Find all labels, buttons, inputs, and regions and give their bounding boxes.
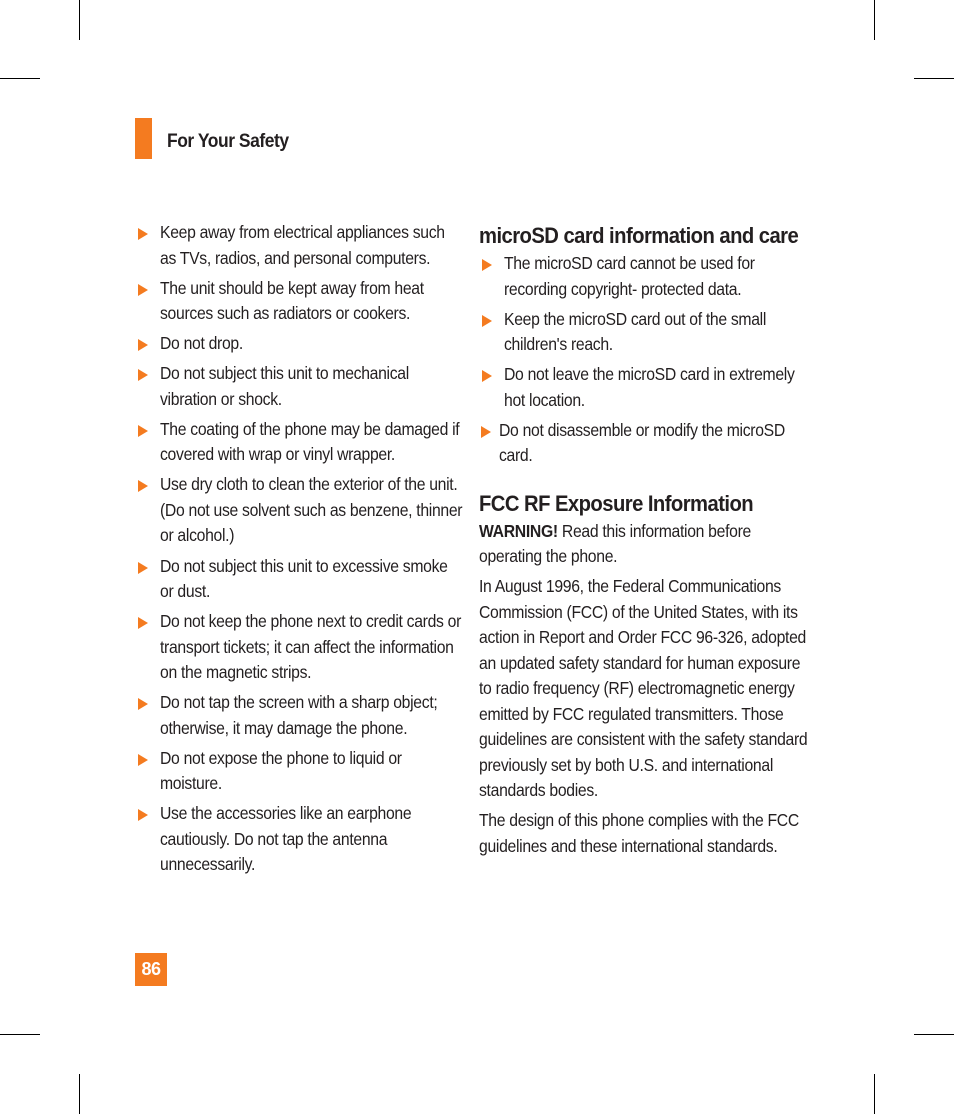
crop-mark	[79, 1074, 80, 1114]
section-title: For Your Safety	[167, 131, 289, 152]
bullet-arrow-icon	[138, 562, 148, 574]
crop-mark	[914, 1034, 954, 1035]
list-item: Do not keep the phone next to credit cards or transport tickets; it can affect the information on the magnetic strips.	[135, 609, 465, 686]
crop-mark	[914, 78, 954, 79]
list-item: Do not drop.	[135, 331, 465, 357]
bullet-arrow-icon	[138, 698, 148, 710]
warning-label: WARNING!	[479, 520, 558, 541]
crop-mark	[0, 78, 40, 79]
bullet-arrow-icon	[138, 809, 148, 821]
page-number: 86	[135, 953, 167, 986]
section-marker	[135, 118, 152, 159]
warning-text: Read this information before operating the phone.	[479, 520, 751, 567]
warning-paragraph	[479, 519, 809, 570]
bullet-arrow-icon	[481, 426, 491, 438]
bullet-arrow-icon	[482, 259, 492, 271]
paragraph: The design of this phone complies with the FCC guidelines and these international standards.	[479, 810, 799, 856]
crop-mark	[0, 1034, 40, 1035]
list-item: The unit should be kept away from heat sources such as radiators or cookers.	[135, 276, 465, 327]
bullet-arrow-icon	[138, 480, 148, 492]
list-item: Do not subject this unit to mechanical vibration or shock.	[135, 361, 465, 412]
microsd-heading: microSD card information and care	[479, 223, 799, 248]
list-item: Keep away from electrical appliances such as TVs, radios, and personal computers.	[135, 220, 465, 271]
bullet-arrow-icon	[138, 369, 148, 381]
bullet-arrow-icon	[138, 228, 148, 240]
list-item: Do not subject this unit to excessive smoke or dust.	[135, 554, 465, 605]
list-item: Do not disassemble or modify the microSD card.	[479, 418, 809, 469]
bullet-arrow-icon	[138, 284, 148, 296]
bullet-arrow-icon	[138, 425, 148, 437]
crop-mark	[874, 1074, 875, 1114]
list-item: Use the accessories like an earphone cautiously. Do not tap the antenna unnecessarily.	[135, 801, 465, 878]
fcc-heading: FCC RF Exposure Information	[479, 490, 754, 516]
paragraph: In August 1996, the Federal Communications Commission (FCC) of the United States, with its action in Report and Order FCC 96-326, adopted an updated safety standard for human exposure to radio frequency (RF) electromagnetic energy emitted by FCC regulated transmitters. Those guidelines are consistent with the safety standard previously set by both U.S. and international standards bodies.	[479, 576, 808, 801]
list-item: Do not expose the phone to liquid or moisture.	[135, 746, 465, 797]
list-item: The microSD card cannot be used for recording copyright- protected data.	[479, 251, 809, 302]
bullet-arrow-icon	[482, 370, 492, 382]
right-column	[479, 222, 809, 864]
bullet-arrow-icon	[138, 754, 148, 766]
list-item: The coating of the phone may be damaged if covered with wrap or vinyl wrapper.	[135, 417, 465, 468]
bullet-arrow-icon	[138, 617, 148, 629]
list-item: Do not tap the screen with a sharp object; otherwise, it may damage the phone.	[135, 690, 465, 741]
bullet-arrow-icon	[482, 315, 492, 327]
list-item: Use dry cloth to clean the exterior of the unit. (Do not use solvent such as benzene, thinner or alcohol.)	[135, 472, 465, 549]
list-item: Do not leave the microSD card in extremely hot location.	[479, 362, 809, 413]
bullet-arrow-icon	[138, 339, 148, 351]
crop-mark	[79, 0, 80, 40]
list-item: Keep the microSD card out of the small children's reach.	[479, 307, 809, 358]
left-column	[135, 220, 465, 883]
crop-mark	[874, 0, 875, 40]
